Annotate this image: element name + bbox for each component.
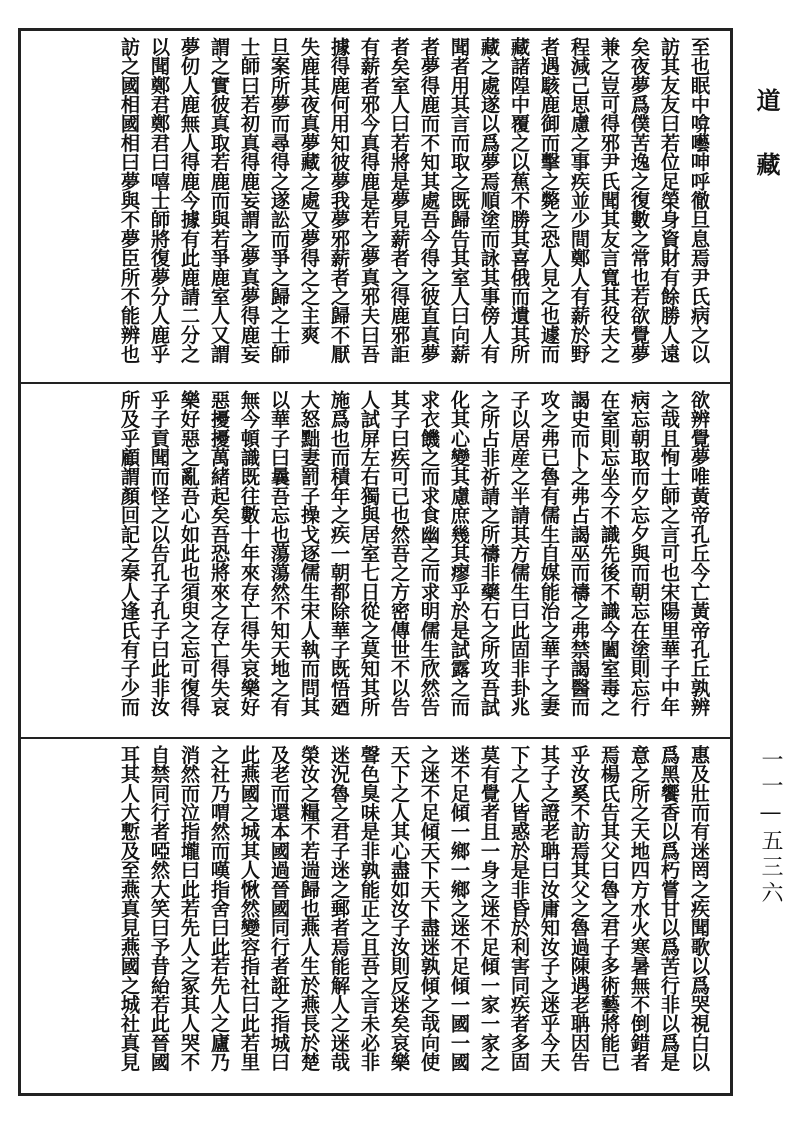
text-column: 化其心變其慮庶幾其瘳乎於是試露之而 [448, 390, 471, 717]
text-column: 惠及壯而有迷罔之疾聞歌以爲哭視白以 [688, 745, 711, 1072]
text-column: 榮汝之糧不若遄歸也燕人生於燕長於楚 [298, 745, 321, 1072]
text-column: 施爲也而積年之疾一朝都除華子既悟廼 [328, 390, 351, 717]
margin-title: 道藏 [752, 88, 781, 216]
text-column: 聲色臭味是非孰能正之且吾之言未必非 [358, 745, 381, 1072]
text-column: 焉楊氏告其父曰魯之君子多術藝將能已 [598, 745, 621, 1072]
text-column: 求衣饑之而求食幽之而求明儒生欣然告 [418, 390, 441, 717]
text-column: 旦案所夢而尋得之遂訟而爭之歸之士師 [268, 37, 291, 364]
text-column: 攻之弗已魯有儒生自媒能治之華子之妻 [538, 390, 561, 717]
text-column: 以聞鄭君鄭君曰嘻士師將復夢分人鹿乎 [148, 37, 171, 364]
page-frame [18, 28, 733, 1096]
text-column: 其子曰疾可已也然吾之方密傳世不以告 [388, 390, 411, 717]
text-column: 爲黑饗香以爲朽嘗甘以爲苦行非以爲是 [658, 745, 681, 1072]
text-column: 此燕國之城其人愀然變容指社曰此若里 [238, 745, 261, 1072]
text-column: 謁史而卜之弗占謁巫而禱之弗禁謁醫而 [568, 390, 591, 717]
text-column: 莫有覺者且一身之迷不足傾一家一家之 [478, 745, 501, 1072]
text-column: 矣夜夢爲僕苦逸之復數之常也若欲覺夢 [628, 37, 651, 364]
text-column: 夢仞人鹿無人得鹿今據有此鹿請二分之 [178, 37, 201, 364]
text-column: 士師曰若初真得鹿妄謂之夢真夢得鹿妄 [238, 37, 261, 364]
text-panel-3 [21, 737, 730, 1093]
text-column: 有薪者邪今真得鹿是若之夢真邪夫曰吾 [358, 37, 381, 364]
text-column: 迷況魯之君子迷之郵者焉能解人之迷哉 [328, 745, 351, 1072]
text-column: 在室則忘坐今不識先後不識今闔室毒之 [598, 390, 621, 717]
text-column: 訪其友友曰若位足榮身資財有餘勝人遠 [658, 37, 681, 364]
text-column: 謂之實彼真取若鹿而與若爭鹿室人又謂 [208, 37, 231, 364]
text-column: 樂好惡之亂吾心如此也須臾之忘可復得 [178, 390, 201, 717]
text-column: 據得鹿何用知彼夢我夢邪薪者之歸不厭 [328, 37, 351, 364]
text-column: 意之所之天地四方水火寒暑無不倒錯者 [628, 745, 651, 1072]
text-column: 者遇駭鹿御而擊之斃之恐人見之也遽而 [538, 37, 561, 364]
text-panel-1 [21, 31, 730, 380]
text-column: 無今頓識既往數十年來存亡得失哀樂好 [238, 390, 261, 717]
text-column: 乎子貢聞而怪之以告孔子孔子曰此非汝 [148, 390, 171, 717]
column-group [114, 390, 714, 729]
text-column: 迷不足傾一鄉一鄉之迷不足傾一國一國 [448, 745, 471, 1072]
column-group [114, 37, 714, 374]
column-group [114, 745, 714, 1087]
text-column: 訪之國相國相曰夢與不夢臣所不能辨也 [118, 37, 141, 364]
text-column: 天下之人其心盡如汝子汝則反迷矣哀樂 [388, 745, 411, 1072]
text-column: 欲辨覺夢唯黃帝孔丘今亡黃帝孔丘孰辨 [688, 390, 711, 717]
text-column: 之哉且恂士師之言可也宋陽里華子中年 [658, 390, 681, 717]
text-column: 之社乃喟然而嘆指舍曰此若先人之廬乃 [208, 745, 231, 1072]
text-column: 失鹿其夜真夢藏之處又夢得之之主爽 [298, 37, 321, 345]
text-column: 之所占非祈請之所禱非藥石之所攻吾試 [478, 390, 501, 717]
text-column: 大怒黜妻罰子操戈逐儒生宋人執而問其 [298, 390, 321, 717]
text-column: 之迷不足傾天下天下盡迷孰傾之哉向使 [418, 745, 441, 1072]
text-column: 以華子曰曩吾忘也蕩蕩然不知天地之有 [268, 390, 291, 717]
text-column: 程減己思慮之事疾並少間鄭人有薪於野 [568, 37, 591, 364]
text-column: 乎汝奚不訪焉其父之魯過陳遇老聃因告 [568, 745, 591, 1072]
text-column: 其子之證老聃曰汝庸知汝子之迷乎今天 [538, 745, 561, 1072]
text-column: 聞者用其言而取之既歸告其室人曰向薪 [448, 37, 471, 364]
text-column: 惡擾擾萬緒起矣吾恐將來之存亡得失哀 [208, 390, 231, 717]
page-number: 一一—五三六 [758, 748, 783, 907]
text-column: 兼之豈可得邪尹氏聞其友言寬其役夫之 [598, 37, 621, 364]
text-column: 者矣室人曰若將是夢見薪者之得鹿邪詎 [388, 37, 411, 364]
text-column: 至也眠中啽囈呻呼徹旦息焉尹氏病之以 [688, 37, 711, 364]
text-column: 消然而泣指壠曰此若先人之冢其人哭不 [178, 745, 201, 1072]
text-column: 自禁同行者啞然大笑曰予昔紿若此晉國 [148, 745, 171, 1072]
text-column: 藏之處遂以爲夢焉順塗而詠其事傍人有 [478, 37, 501, 364]
text-column: 子以居産之半請其方儒生曰此固非卦兆 [508, 390, 531, 717]
text-column: 人試屏左右獨與居室七日從之莫知其所 [358, 390, 381, 717]
text-column: 下之人皆惑於是非昏於利害同疾者多固 [508, 745, 531, 1072]
text-panel-2 [21, 382, 730, 735]
text-column: 所及乎顧謂顏回記之秦人逢氏有子少而 [118, 390, 141, 717]
text-column: 者夢得鹿而不知其處吾今得之彼直真夢 [418, 37, 441, 364]
text-column: 藏諸隍中覆之以蕉不勝其喜俄而遺其所 [508, 37, 531, 364]
text-column: 耳其人大慙及至燕真見燕國之城社真見 [118, 745, 141, 1072]
text-column: 及老而還本國過晉國同行者誑之指城曰 [268, 745, 291, 1072]
text-column: 病忘朝取而夕忘夕與而朝忘在塗則忘行 [628, 390, 651, 717]
